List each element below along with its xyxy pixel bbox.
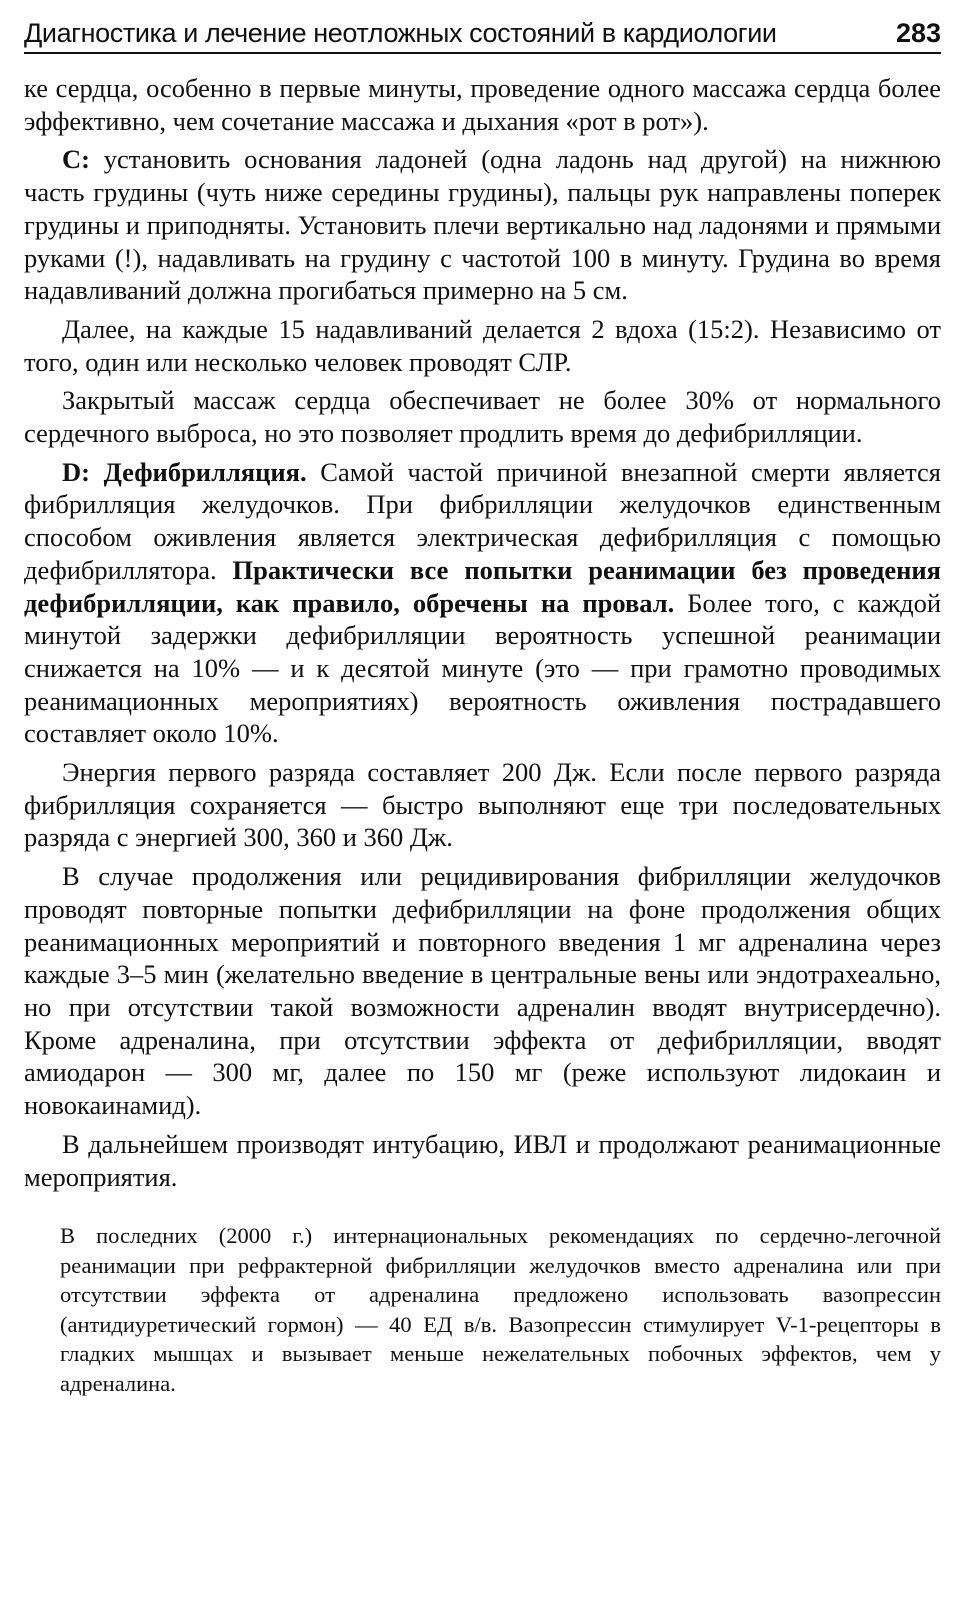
step-d-label: D: Дефибрилляция.: [62, 456, 307, 487]
paragraph-further-steps: В дальнейшем производят интубацию, ИВЛ и продолжают реанимационные мероприятия.: [24, 1128, 941, 1192]
paragraph-energy: Энергия первого разряда составляет 200 Дж. Если после первого разряда фибрилляция сохраняется — быстро выполняют еще три последовательных разряда с энергией 300, 360 и 360 Дж.: [24, 757, 941, 853]
paragraph-compression-ratio: Далее, на каждые 15 надавливаний делается 2 вдоха (15:2). Независимо от того, один или несколько человек проводят СЛР.: [24, 313, 941, 377]
paragraph-repeat-attempts: В случае продолжения или рецидивирования фибрилляции желудочков проводят повторные попытки дефибрилляции на фоне продолжения общих реанимационных мероприятий и повторного введения 1 мг адреналина через каждые 3–5 мин (желательно введение в центральные вены или эндотрахеально, но при отсутствии такой возможности адреналин вводят внутрисердечно). Кроме адреналина, при отсутствии эффекта от дефибрилляции, вводят амиодарон — 300 мг, далее по 150 мг (реже используют лидокаин и новокаинамид).: [24, 861, 941, 1121]
main-text: [24, 72, 941, 1193]
emphasis-text: Практически все попытки реанимации без проведения дефибрилляции, как правило, обречены на провал.: [24, 554, 941, 618]
chapter-title: Диагностика и лечение неотложных состояний в кардиологии: [24, 18, 777, 48]
footnote-text: В последних (2000 г.) интернациональных рекомендациях по сердечно-легочной реанимации при рефрактерной фибрилляции желудочков вместо адреналина или при отсутствии эффекта от адреналина предложено использовать вазопрессин (антидиуретический гормон) — 40 ЕД в/в. Вазопрессин стимулирует V-1-рецепторы в гладких мышцах и вызывает меньше нежелательных побочных эффектов, чем у адреналина.: [60, 1223, 941, 1396]
page-number: 283: [895, 18, 941, 48]
footnote-box: [24, 1221, 941, 1398]
step-c-label: С:: [62, 144, 90, 175]
running-header: [24, 18, 941, 54]
paragraph-step-c: С: установить основания ладоней (одна ладонь над другой) на нижнюю часть грудины (чуть ниже середины грудины), пальцы рук направлены поперек грудины и приподняты. Установить плечи вертикально над ладонями и прямыми руками (!), надавливать на грудину с частотой 100 в минуту. Грудина во время надавливаний должна прогибаться примерно на 5 см.: [24, 144, 941, 306]
paragraph-continuation: ке сердца, особенно в первые минуты, проведение одного массажа сердца более эффективно, чем сочетание массажа и дыхания «рот в рот»).: [24, 73, 941, 136]
paragraph-step-d: D: Дефибрилляция. Самой частой причиной внезапной смерти является фибрилляция желудочков. При фибрилляции желудочков единственным способом оживления является электрическая дефибрилляция с помощью дефибриллятора. Практически все попытки реанимации без проведения дефибрилляции, как правило, обречены на провал. Более того, с каждой минутой задержки дефибрилляции вероятность успешной реанимации снижается на 10% — и к десятой минуте (это — при грамотно проводимых реанимационных мероприятиях) вероятность оживления пострадавшего составляет около 10%.: [24, 456, 941, 749]
paragraph-cardiac-output: Закрытый массаж сердца обеспечивает не более 30% от нормального сердечного выброса, но это позволяет продлить время до дефибрилляции.: [24, 385, 941, 449]
